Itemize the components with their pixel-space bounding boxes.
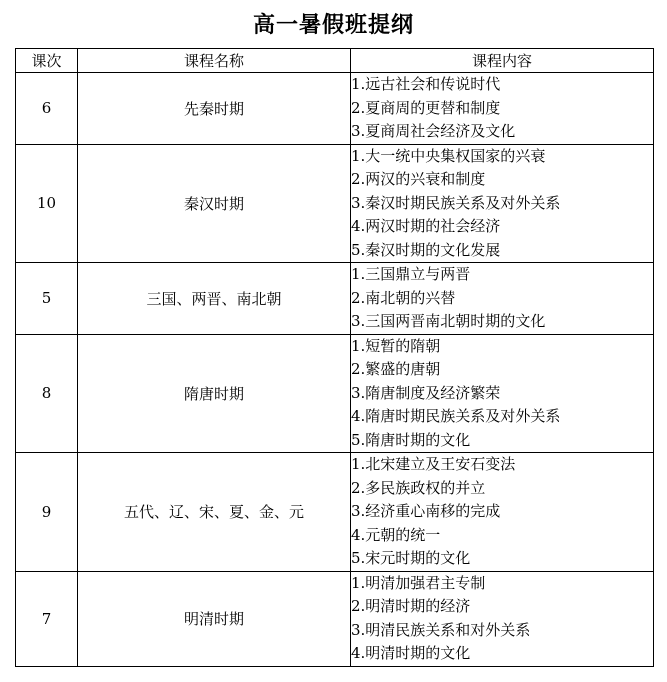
- course-content-item: 1.明清加强君主专制: [351, 573, 486, 592]
- course-content-item: 1.三国鼎立与两晋: [351, 265, 471, 283]
- course-content-item: 2.多民族政权的并立: [351, 478, 486, 497]
- course-content-item: 3.秦汉时期民族关系及对外关系: [351, 193, 561, 212]
- course-content-cell: [351, 453, 654, 572]
- course-content-cell: [351, 571, 654, 666]
- course-name-cell: 五代、辽、宋、夏、金、元: [78, 453, 351, 572]
- lesson-count-cell: 10: [16, 144, 78, 263]
- lesson-count-cell: 7: [16, 571, 78, 666]
- table-header-row: [16, 49, 654, 73]
- course-content-item: 4.隋唐时期民族关系及对外关系: [351, 407, 561, 425]
- table-row: [16, 73, 654, 145]
- course-content-item: 2.夏商周的更替和制度: [351, 98, 501, 117]
- course-content-item: 2.繁盛的唐朝: [351, 360, 441, 378]
- course-content-item: 5.隋唐时期的文化: [351, 430, 471, 449]
- course-content-item: 5.宋元时期的文化: [351, 549, 471, 567]
- course-content-cell: [351, 263, 654, 335]
- course-content-item: 3.夏商周社会经济及文化: [351, 122, 516, 140]
- course-name-cell: 隋唐时期: [78, 334, 351, 453]
- course-content-item: 3.三国两晋南北朝时期的文化: [351, 312, 546, 330]
- course-content-item: 4.元朝的统一: [351, 525, 441, 544]
- course-content-item: 1.大一统中央集权国家的兴衰: [351, 146, 546, 165]
- header-lesson-count: 课次: [16, 49, 78, 73]
- course-content-item: 2.两汉的兴衰和制度: [351, 170, 486, 188]
- course-content-cell: [351, 334, 654, 453]
- course-outline-table: [15, 48, 654, 667]
- table-row: [16, 144, 654, 263]
- table-row: [16, 453, 654, 572]
- course-content-item: 1.北宋建立及王安石变法: [351, 455, 516, 473]
- course-name-cell: 三国、两晋、南北朝: [78, 263, 351, 335]
- course-content-item: 4.明清时期的文化: [351, 644, 471, 662]
- course-name-cell: 先秦时期: [78, 73, 351, 145]
- course-content-cell: [351, 144, 654, 263]
- header-course-name: 课程名称: [78, 49, 351, 73]
- course-name-cell: 明清时期: [78, 571, 351, 666]
- course-content-cell: [351, 73, 654, 145]
- document-title: 高一暑假班提纲: [252, 12, 414, 38]
- course-content-item: 1.短暂的隋朝: [351, 336, 441, 355]
- course-content-item: 3.明清民族关系和对外关系: [351, 620, 531, 639]
- lesson-count-cell: 5: [16, 263, 78, 335]
- lesson-count-cell: 6: [16, 73, 78, 145]
- course-content-item: 1.远古社会和传说时代: [351, 75, 501, 93]
- lesson-count-cell: 9: [16, 453, 78, 572]
- table-row: [16, 263, 654, 335]
- header-course-content: 课程内容: [351, 49, 654, 73]
- course-content-item: 4.两汉时期的社会经济: [351, 217, 501, 235]
- course-content-item: 3.隋唐制度及经济繁荣: [351, 383, 501, 402]
- table-row: [16, 571, 654, 666]
- course-content-item: 2.明清时期的经济: [351, 597, 471, 615]
- table-body: [16, 73, 654, 667]
- course-content-item: 3.经济重心南移的完成: [351, 502, 501, 520]
- course-content-item: 5.秦汉时期的文化发展: [351, 240, 501, 259]
- course-name-cell: 秦汉时期: [78, 144, 351, 263]
- course-content-item: 2.南北朝的兴替: [351, 288, 456, 307]
- lesson-count-cell: 8: [16, 334, 78, 453]
- table-row: [16, 334, 654, 453]
